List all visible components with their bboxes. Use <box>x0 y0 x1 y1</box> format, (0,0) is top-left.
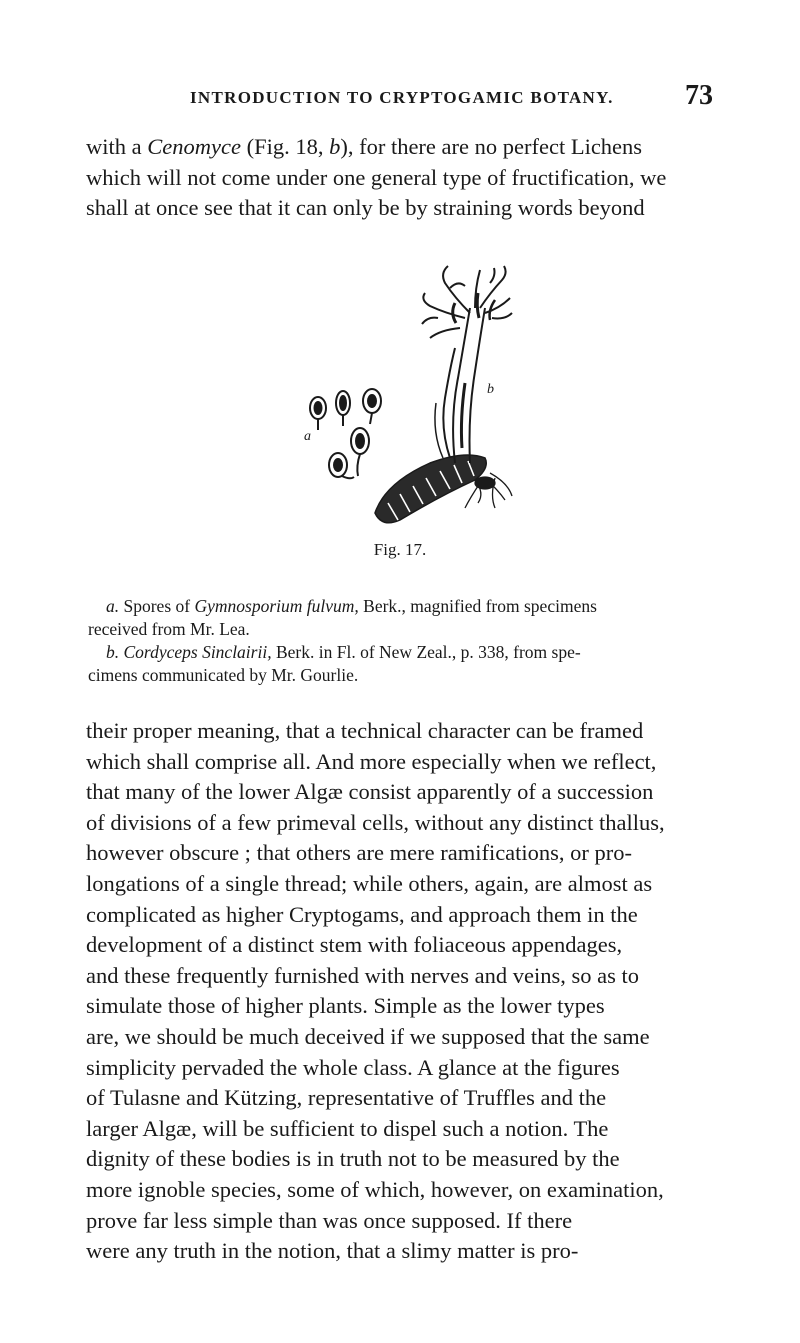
text-line: and these frequently furnished with nerves and veins, so as to <box>86 962 639 988</box>
text-line: shall at once see that it can only be by straining words beyond <box>86 195 645 221</box>
genus-cenomyce: Cenomyce <box>147 134 241 159</box>
fungus-illustration <box>280 258 540 533</box>
paragraph-bottom <box>86 716 726 1267</box>
legend-a-pre: Spores of <box>123 596 195 616</box>
text-line: prove far less simple than was once supposed. If there <box>86 1207 573 1233</box>
text-line: larger Algæ, will be sufficient to dispel such a notion. The <box>86 1115 609 1141</box>
legend-entry-b <box>88 641 728 664</box>
text-line: longations of a single thread; while others, again, are almost as <box>86 870 653 896</box>
text-line: were any truth in the notion, that a slimy matter is pro- <box>86 1238 579 1264</box>
page-header <box>0 80 800 120</box>
label-b: b <box>487 382 494 397</box>
line-1-tail: ), for there are no perfect Lichens <box>340 134 643 159</box>
text-line: however obscure ; that others are mere ramifications, or pro- <box>86 840 633 866</box>
text-line: of divisions of a few primeval cells, without any distinct thallus, <box>86 809 665 835</box>
text-line: more ignoble species, some of which, however, on examination, <box>86 1176 664 1202</box>
spore <box>351 428 369 476</box>
text-line: dignity of these bodies is in truth not to be measured by the <box>86 1146 620 1172</box>
legend-b-species: Cordyceps Sinclairii, <box>123 642 272 662</box>
line-1-start: with a <box>86 134 148 159</box>
spore <box>363 389 381 424</box>
text-line: are, we should be much deceived if we supposed that the same <box>86 1023 650 1049</box>
figure-legend <box>88 595 728 687</box>
text-line: which will not come under one general type of fructification, we <box>86 164 667 190</box>
legend-b-post: Berk. in Fl. of New Zeal., p. 338, from spe- <box>271 642 581 662</box>
text-line: which shall comprise all. And more especially when we reflect, <box>86 748 657 774</box>
legend-b-continuation: cimens communicated by Mr. Gourlie. <box>88 665 359 685</box>
legend-a-continuation: received from Mr. Lea. <box>88 619 250 639</box>
legend-a-species: Gymnosporium fulvum, <box>194 596 359 616</box>
running-head: INTRODUCTION TO CRYPTOGAMIC BOTANY. <box>190 88 614 107</box>
spore <box>336 391 350 426</box>
legend-entry-a <box>88 595 728 618</box>
figure-17-illustration <box>280 258 540 533</box>
spore <box>329 453 354 478</box>
text-line: complicated as higher Cryptogams, and approach them in the <box>86 901 638 927</box>
legend-a-prefix: a. <box>106 596 120 616</box>
text-line <box>86 132 726 163</box>
text-line: that many of the lower Algæ consist apparently of a succession <box>86 779 654 805</box>
legend-a-post: Berk., magnified from specimens <box>358 596 597 616</box>
text-line: simulate those of higher plants. Simple as the lower types <box>86 993 605 1019</box>
page-number: 73 <box>685 80 713 111</box>
text-line: their proper meaning, that a technical character can be framed <box>86 718 644 743</box>
text-line: simplicity pervaded the whole class. A glance at the figures <box>86 1054 620 1080</box>
fig-ref-b: b <box>329 134 341 159</box>
spore <box>310 397 326 430</box>
text-line: development of a distinct stem with foliaceous appendages, <box>86 932 623 958</box>
line-1-end: (Fig. 18, <box>240 134 330 159</box>
legend-b-prefix: b. <box>106 642 120 662</box>
caterpillar-host <box>375 455 486 523</box>
label-a: a <box>304 429 311 444</box>
figure-caption: Fig. 17. <box>373 540 427 559</box>
text-line: of Tulasne and Kützing, representative of Truffles and the <box>86 1085 607 1111</box>
spores-group <box>310 389 381 478</box>
paragraph-top <box>86 132 726 224</box>
